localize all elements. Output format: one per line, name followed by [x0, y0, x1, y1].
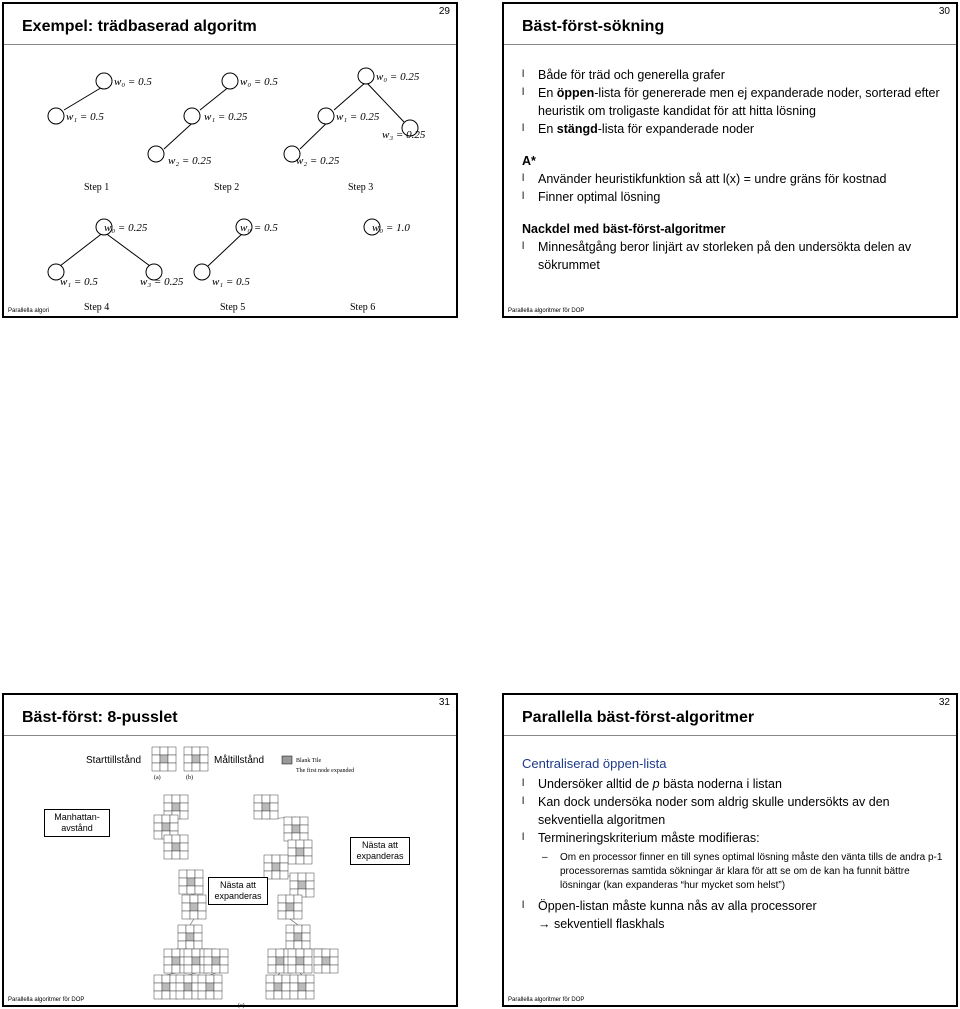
slide-content — [522, 66, 946, 274]
slide-number: 32 — [938, 697, 950, 708]
section-heading: A* — [522, 154, 536, 168]
slide-footer: Parallella algoritmer för DOP — [508, 997, 585, 1003]
puzzle-board — [290, 873, 314, 897]
puzzle-board — [178, 925, 202, 949]
puzzle-board — [264, 855, 288, 879]
weight-label: w₁ = 0.25 — [336, 111, 380, 123]
puzzle-board — [179, 870, 203, 894]
weight-label: w₁ = 0.5 — [66, 111, 104, 123]
arrow-text: sekventiell flaskhals — [553, 917, 665, 931]
puzzle-board — [288, 840, 312, 864]
tree-node — [48, 108, 64, 124]
slide-title: Parallella bäst-först-algoritmer — [522, 709, 755, 726]
goal-state-label: Måltillstånd — [214, 755, 265, 766]
bullet: l Termineringskriterium måste modifieras: — [522, 829, 946, 847]
bullet: l Öppen-listan måste kunna nås av alla processorer — [522, 897, 946, 915]
slide-29 — [2, 2, 458, 318]
subfigure-mark: (b) — [186, 775, 193, 781]
bullet: l Undersöker alltid de p bästa noderna i listan — [522, 775, 946, 793]
weight-label: w₀ = 0.5 — [240, 222, 278, 234]
puzzle-board — [176, 975, 200, 999]
tree-node — [96, 73, 112, 89]
weight-label: w₃ = 0.25 — [382, 129, 426, 141]
weight-label: w₂ = 0.25 — [168, 155, 212, 167]
weight-label: w₀ = 0.25 — [376, 71, 420, 83]
bullet: l Minnesåtgång beror linjärt av storleken på den undersökta delen av sökrummet — [522, 238, 946, 274]
tree-node — [148, 146, 164, 162]
slide-32 — [502, 693, 958, 1007]
puzzle-board — [278, 895, 302, 919]
slide-content — [522, 755, 946, 933]
slide-number: 30 — [938, 6, 950, 17]
tree-node — [222, 73, 238, 89]
tree-node — [358, 68, 374, 84]
tree-node — [194, 264, 210, 280]
tree-edge — [278, 973, 280, 975]
next-expand-callout: Nästa att expanderas — [208, 877, 268, 905]
tree-edge — [188, 973, 196, 975]
start-state-label: Starttillstånd — [86, 755, 142, 766]
next-expand-callout: Nästa att expanderas — [350, 837, 410, 865]
weight-label: w₁ = 0.5 — [60, 276, 98, 288]
slide-title: Exempel: trädbaserad algoritm — [22, 18, 257, 35]
legend-swatch — [282, 756, 292, 764]
weight-label: w₀ = 0.25 — [104, 222, 148, 234]
slide-title: Bäst-först-sökning — [522, 18, 665, 35]
step-label: Step 2 — [214, 182, 240, 193]
sub-bullet: – Om en processor finner en till synes optimal lösning måste den vänta tills de andra p-1 processorernas samtida sökningar är klara för att se om de kan ha funnit bättre lösningar (kan expanderas “hur mycket som helst”) — [522, 851, 946, 893]
weight-label: w₀ = 0.5 — [240, 76, 278, 88]
puzzle-board — [198, 975, 222, 999]
weight-label: w₀ = 0.5 — [114, 76, 152, 88]
tree-node — [318, 108, 334, 124]
subfigure-mark: (c) — [238, 1003, 245, 1009]
puzzle-board — [204, 949, 228, 973]
puzzle-board — [152, 747, 176, 771]
manhattan-callout: Manhattan-avstånd — [44, 809, 110, 837]
slide-number: 29 — [438, 6, 450, 17]
tree-node — [184, 108, 200, 124]
slide-footer: Parallella algoritmer för DOP — [8, 997, 85, 1003]
puzzle-board — [254, 795, 278, 819]
puzzle-board — [284, 817, 308, 841]
weight-label: w₁ = 0.5 — [212, 276, 250, 288]
step-label: Step 5 — [220, 302, 246, 313]
bullet: l Finner optimal lösning — [522, 188, 946, 206]
slide-footer: Parallella algori — [8, 308, 50, 314]
title-divider — [504, 735, 956, 736]
section-heading: Centraliserad öppen-lista — [522, 756, 667, 771]
right-arrow-icon: → — [538, 917, 554, 931]
tree-edge — [290, 919, 298, 925]
weight-label: w₃ = 0.25 — [140, 276, 184, 288]
tree-edge — [210, 973, 216, 975]
slide-31 — [2, 693, 458, 1007]
bullet: l En stängd-lista för expanderade noder — [522, 120, 946, 138]
puzzle-board — [184, 747, 208, 771]
puzzle-board — [288, 949, 312, 973]
puzzle-board — [164, 835, 188, 859]
weight-label: w₀ = 1.0 — [372, 222, 410, 234]
puzzle-board — [182, 895, 206, 919]
bullet: l Kan dock undersöka noder som aldrig skulle undersökts av den sekventiella algoritmen — [522, 793, 946, 829]
arrow-item — [522, 915, 946, 933]
puzzle-board — [290, 975, 314, 999]
section-heading: Nackdel med bäst-först-algoritmer — [522, 222, 726, 236]
weight-label: w₁ = 0.25 — [204, 111, 248, 123]
tree-edge — [166, 973, 176, 975]
step-label: Step 6 — [350, 302, 376, 313]
step-label: Step 3 — [348, 182, 374, 193]
slide-number: 31 — [438, 697, 450, 708]
bullet: l Använder heuristikfunktion så att l(x) = undre gräns för kostnad — [522, 170, 946, 188]
legend-text: The first node expanded — [296, 768, 355, 774]
weight-label: w₂ = 0.25 — [296, 155, 340, 167]
bullet: l Både för träd och generella grafer — [522, 66, 946, 84]
slide-title: Bäst-först: 8-pusslet — [22, 709, 178, 726]
title-divider — [504, 44, 956, 45]
subfigure-mark: (a) — [154, 775, 161, 781]
tree-edge — [190, 919, 194, 925]
step-label: Step 1 — [84, 182, 110, 193]
tree-edge — [300, 973, 302, 975]
slide-30 — [502, 2, 958, 318]
puzzle-board — [266, 975, 290, 999]
puzzle-board — [314, 949, 338, 973]
puzzle-board — [286, 925, 310, 949]
legend-text: Blank Tile — [296, 758, 322, 764]
step-label: Step 4 — [84, 302, 110, 313]
bullet: l En öppen-lista för genererade men ej expanderade noder, sorterad efter heuristik om troligaste kandidat för att hitta lösning — [522, 84, 946, 120]
slide-footer: Parallella algoritmer för DOP — [508, 308, 585, 314]
puzzle-board — [154, 975, 178, 999]
